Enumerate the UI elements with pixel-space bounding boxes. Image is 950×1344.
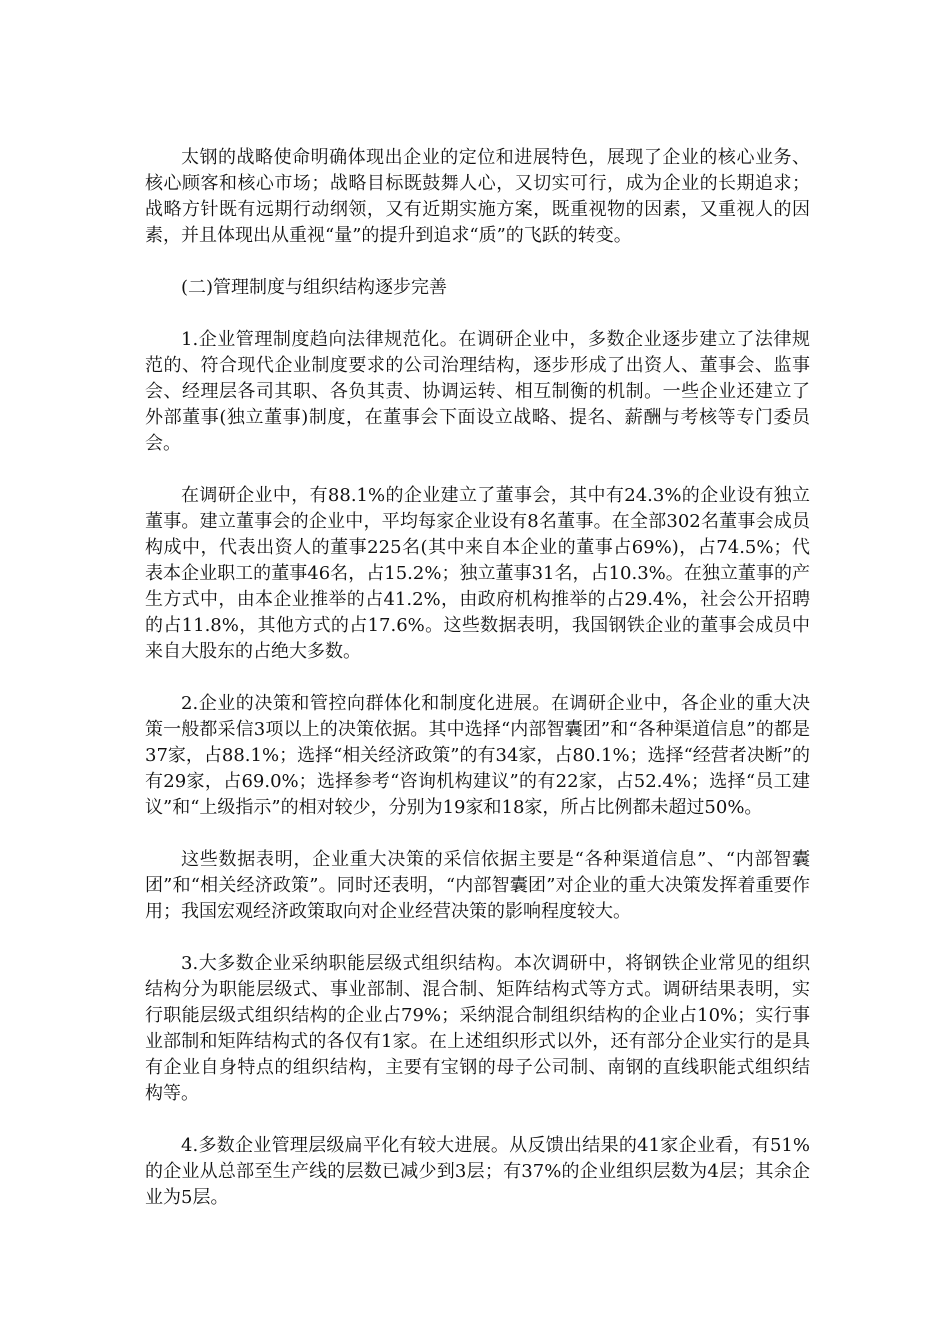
paragraph-decision-conclusion: 这些数据表明，企业重大决策的采信依据主要是“各种渠道信息”、“内部智囊团”和“相关经济政策”。同时还表明，“内部智囊团”对企业的重大决策发挥着重要作用；我国宏观经济政策取向对企业经营决策的影响程度较大。 — [145, 849, 810, 922]
paragraph-management-levels: 4.多数企业管理层级扁平化有较大进展。从反馈出结果的41家企业看，有51%的企业从总部至生产线的层数已减少到3层；有37%的企业组织层数为4层；其余企业为5层。 — [145, 1135, 810, 1208]
document-body — [145, 145, 810, 1237]
paragraph-strategy-summary: 太钢的战略使命明确体现出企业的定位和进展特色，展现了企业的核心业务、核心顾客和核心市场；战略目标既鼓舞人心，又切实可行，成为企业的长期追求；战略方针既有远期行动纲领，又有近期实施方案，既重视物的因素，又重视人的因素，并且体现出从重视“量”的提升到追求“质”的飞跃的转变。 — [145, 147, 810, 246]
paragraph-organization-structure: 3.大多数企业采纳职能层级式组织结构。本次调研中，将钢铁企业常见的组织结构分为职能层级式、事业部制、混合制、矩阵结构式等方式。调研结果表明，实行职能层级式组织结构的企业占79%；采纳混合制组织结构的企业占10%；实行事业部制和矩阵结构式的各仅有1家。在上述组织形式以外，还有部分企业实行的是具有企业自身特点的组织结构，主要有宝钢的母子公司制、南钢的直线职能式组织结构等。 — [145, 953, 810, 1104]
paragraph-decision-making: 2.企业的决策和管控向群体化和制度化进展。在调研企业中，各企业的重大决策一般都采信3项以上的决策依据。其中选择“内部智囊团”和“各种渠道信息”的都是37家，占88.1%；选择“相关经济政策”的有34家，占80.1%；选择“经营者决断”的有29家，占69.0%；选择参考“咨询机构建议”的有22家，占52.4%；选择“员工建议”和“上级指示”的相对较少，分别为19家和18家，所占比例都未超过50%。 — [145, 693, 810, 818]
section-heading: (二)管理制度与组织结构逐步完善 — [181, 277, 448, 298]
paragraph-management-system: 1.企业管理制度趋向法律规范化。在调研企业中，多数企业逐步建立了法律规范的、符合现代企业制度要求的公司治理结构，逐步形成了出资人、董事会、监事会、经理层各司其职、各负其责、协调运转、相互制衡的机制。一些企业还建立了外部董事(独立董事)制度，在董事会下面设立战略、提名、薪酬与考核等专门委员会。 — [145, 329, 810, 454]
paragraph-board-statistics: 在调研企业中，有88.1%的企业建立了董事会，其中有24.3%的企业设有独立董事。建立董事会的企业中，平均每家企业设有8名董事。在全部302名董事会成员构成中，代表出资人的董事225名(其中来自本企业的董事占69%)，占74.5%；代表本企业职工的董事46名，占15.2%；独立董事31名，占10.3%。在独立董事的产生方式中，由本企业推举的占41.2%，由政府机构推举的占29.4%，社会公开招聘的占11.8%，其他方式的占17.6%。这些数据表明，我国钢铁企业的董事会成员中来自大股东的占绝大多数。 — [145, 485, 810, 662]
